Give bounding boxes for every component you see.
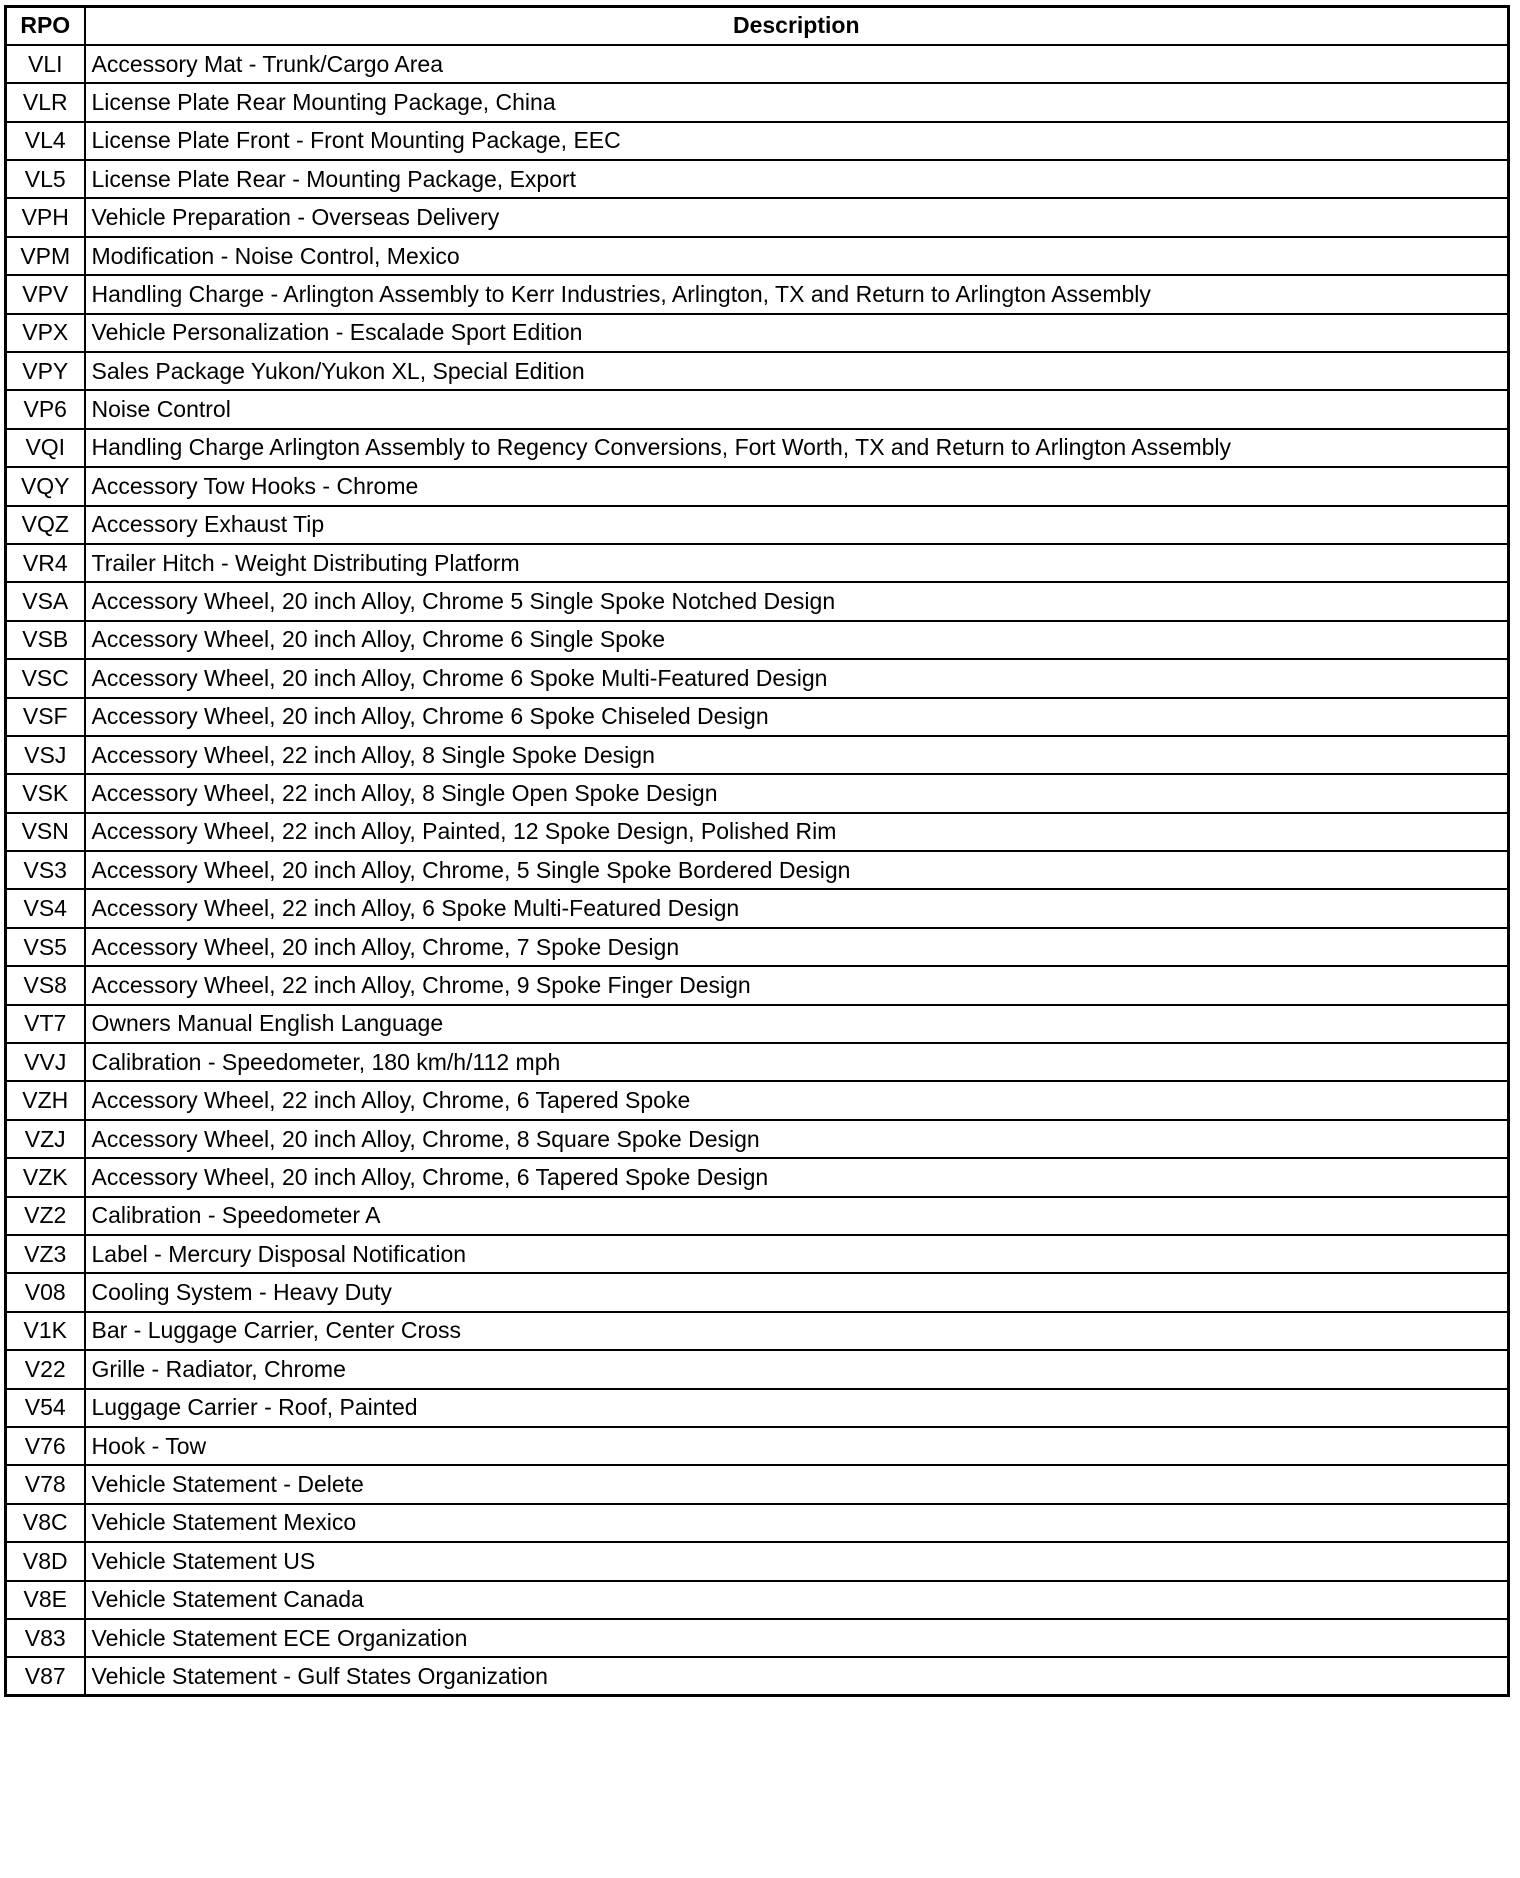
rpo-code-cell: VP6 — [6, 390, 85, 428]
table-row — [6, 314, 1509, 352]
rpo-code-cell: V83 — [6, 1619, 85, 1657]
rpo-code-cell: VS4 — [6, 889, 85, 927]
description-cell: Hook - Tow — [85, 1427, 1509, 1465]
description-cell: Vehicle Statement ECE Organization — [85, 1619, 1509, 1657]
table-row — [6, 582, 1509, 620]
rpo-code-cell: VL4 — [6, 122, 85, 160]
rpo-code-cell: V8C — [6, 1504, 85, 1542]
rpo-table — [4, 5, 1510, 1697]
description-cell: Owners Manual English Language — [85, 1005, 1509, 1043]
rpo-column-header: RPO — [6, 7, 85, 45]
description-cell: Sales Package Yukon/Yukon XL, Special Edition — [85, 352, 1509, 390]
table-header — [6, 7, 1509, 45]
table-row — [6, 1312, 1509, 1350]
description-cell: Handling Charge - Arlington Assembly to Kerr Industries, Arlington, TX and Return to Arlington Assembly — [85, 275, 1509, 313]
description-cell: Calibration - Speedometer A — [85, 1197, 1509, 1235]
description-cell: Accessory Wheel, 20 inch Alloy, Chrome 6 Spoke Chiseled Design — [85, 698, 1509, 736]
table-row — [6, 889, 1509, 927]
table-row — [6, 621, 1509, 659]
description-cell: License Plate Rear Mounting Package, China — [85, 83, 1509, 121]
rpo-code-cell: VS8 — [6, 966, 85, 1004]
table-row — [6, 45, 1509, 83]
table-row — [6, 813, 1509, 851]
description-cell: Bar - Luggage Carrier, Center Cross — [85, 1312, 1509, 1350]
description-cell: License Plate Front - Front Mounting Package, EEC — [85, 122, 1509, 160]
rpo-code-cell: V54 — [6, 1389, 85, 1427]
rpo-code-cell: VPX — [6, 314, 85, 352]
description-cell: Label - Mercury Disposal Notification — [85, 1235, 1509, 1273]
description-cell: Accessory Wheel, 20 inch Alloy, Chrome 6 Spoke Multi-Featured Design — [85, 659, 1509, 697]
rpo-code-cell: VZK — [6, 1158, 85, 1196]
description-cell: Trailer Hitch - Weight Distributing Platform — [85, 544, 1509, 582]
rpo-code-cell: VSJ — [6, 736, 85, 774]
rpo-code-cell: V1K — [6, 1312, 85, 1350]
table-row — [6, 659, 1509, 697]
rpo-code-cell: VPY — [6, 352, 85, 390]
description-cell: Accessory Wheel, 20 inch Alloy, Chrome, 5 Single Spoke Bordered Design — [85, 851, 1509, 889]
rpo-code-cell: VPM — [6, 237, 85, 275]
table-row — [6, 352, 1509, 390]
description-cell: Vehicle Statement Canada — [85, 1581, 1509, 1619]
table-row — [6, 966, 1509, 1004]
table-row — [6, 506, 1509, 544]
table-row — [6, 851, 1509, 889]
table-row — [6, 1005, 1509, 1043]
rpo-code-cell: VSN — [6, 813, 85, 851]
rpo-code-cell: VS3 — [6, 851, 85, 889]
description-cell: Vehicle Statement US — [85, 1542, 1509, 1580]
description-cell: Calibration - Speedometer, 180 km/h/112 mph — [85, 1043, 1509, 1081]
rpo-code-cell: VSA — [6, 582, 85, 620]
table-row — [6, 160, 1509, 198]
table-row — [6, 736, 1509, 774]
description-cell: Accessory Wheel, 20 inch Alloy, Chrome, 7 Spoke Design — [85, 928, 1509, 966]
description-cell: Luggage Carrier - Roof, Painted — [85, 1389, 1509, 1427]
description-cell: Vehicle Statement Mexico — [85, 1504, 1509, 1542]
description-cell: Accessory Wheel, 22 inch Alloy, 8 Single Open Spoke Design — [85, 774, 1509, 812]
rpo-code-cell: VZH — [6, 1081, 85, 1119]
rpo-code-cell: VLR — [6, 83, 85, 121]
rpo-code-cell: VQZ — [6, 506, 85, 544]
rpo-code-cell: VPH — [6, 198, 85, 236]
rpo-code-cell: VR4 — [6, 544, 85, 582]
rpo-code-cell: V87 — [6, 1657, 85, 1695]
description-cell: Accessory Wheel, 20 inch Alloy, Chrome 5 Single Spoke Notched Design — [85, 582, 1509, 620]
table-row — [6, 1619, 1509, 1657]
header-row — [6, 7, 1509, 45]
rpo-code-cell: VPV — [6, 275, 85, 313]
rpo-code-cell: VQI — [6, 429, 85, 467]
description-cell: Accessory Wheel, 22 inch Alloy, 8 Single Spoke Design — [85, 736, 1509, 774]
table-row — [6, 928, 1509, 966]
description-cell: Handling Charge Arlington Assembly to Regency Conversions, Fort Worth, TX and Return to Arlington Assembly — [85, 429, 1509, 467]
rpo-code-cell: VZ2 — [6, 1197, 85, 1235]
table-row — [6, 1120, 1509, 1158]
rpo-code-cell: VZ3 — [6, 1235, 85, 1273]
table-row — [6, 698, 1509, 736]
description-cell: Accessory Wheel, 22 inch Alloy, Painted, 12 Spoke Design, Polished Rim — [85, 813, 1509, 851]
table-row — [6, 83, 1509, 121]
description-cell: Accessory Wheel, 20 inch Alloy, Chrome, 8 Square Spoke Design — [85, 1120, 1509, 1158]
table-row — [6, 237, 1509, 275]
rpo-code-cell: V78 — [6, 1465, 85, 1503]
table-row — [6, 275, 1509, 313]
table-row — [6, 774, 1509, 812]
rpo-code-cell: VT7 — [6, 1005, 85, 1043]
table-row — [6, 1657, 1509, 1695]
description-cell: Accessory Wheel, 22 inch Alloy, Chrome, 6 Tapered Spoke — [85, 1081, 1509, 1119]
table-row — [6, 544, 1509, 582]
table-row — [6, 390, 1509, 428]
table-row — [6, 1389, 1509, 1427]
table-row — [6, 1542, 1509, 1580]
table-row — [6, 1273, 1509, 1311]
description-cell: Accessory Exhaust Tip — [85, 506, 1509, 544]
description-cell: Accessory Mat - Trunk/Cargo Area — [85, 45, 1509, 83]
rpo-code-cell: V8E — [6, 1581, 85, 1619]
rpo-code-cell: V08 — [6, 1273, 85, 1311]
description-cell: Accessory Wheel, 22 inch Alloy, Chrome, 9 Spoke Finger Design — [85, 966, 1509, 1004]
description-cell: Noise Control — [85, 390, 1509, 428]
rpo-code-cell: V76 — [6, 1427, 85, 1465]
table-row — [6, 198, 1509, 236]
rpo-code-cell: VS5 — [6, 928, 85, 966]
rpo-code-cell: VVJ — [6, 1043, 85, 1081]
table-row — [6, 1581, 1509, 1619]
rpo-code-cell: VQY — [6, 467, 85, 505]
rpo-code-cell: VSC — [6, 659, 85, 697]
rpo-code-cell: VZJ — [6, 1120, 85, 1158]
rpo-code-cell: VSF — [6, 698, 85, 736]
table-row — [6, 1043, 1509, 1081]
rpo-code-cell: V22 — [6, 1350, 85, 1388]
description-cell: Accessory Wheel, 20 inch Alloy, Chrome, 6 Tapered Spoke Design — [85, 1158, 1509, 1196]
table-row — [6, 429, 1509, 467]
table-body — [6, 45, 1509, 1696]
description-cell: Accessory Tow Hooks - Chrome — [85, 467, 1509, 505]
table-row — [6, 1235, 1509, 1273]
description-cell: Cooling System - Heavy Duty — [85, 1273, 1509, 1311]
table-row — [6, 1427, 1509, 1465]
table-row — [6, 1197, 1509, 1235]
table-row — [6, 1504, 1509, 1542]
rpo-code-cell: V8D — [6, 1542, 85, 1580]
description-cell: Vehicle Preparation - Overseas Delivery — [85, 198, 1509, 236]
description-cell: Vehicle Personalization - Escalade Sport Edition — [85, 314, 1509, 352]
description-cell: Vehicle Statement - Gulf States Organization — [85, 1657, 1509, 1695]
table-row — [6, 467, 1509, 505]
table-row — [6, 1465, 1509, 1503]
rpo-code-cell: VLI — [6, 45, 85, 83]
description-column-header: Description — [85, 7, 1509, 45]
description-cell: Modification - Noise Control, Mexico — [85, 237, 1509, 275]
rpo-code-cell: VL5 — [6, 160, 85, 198]
rpo-code-cell: VSB — [6, 621, 85, 659]
description-cell: License Plate Rear - Mounting Package, Export — [85, 160, 1509, 198]
description-cell: Accessory Wheel, 20 inch Alloy, Chrome 6 Single Spoke — [85, 621, 1509, 659]
description-cell: Accessory Wheel, 22 inch Alloy, 6 Spoke Multi-Featured Design — [85, 889, 1509, 927]
table-row — [6, 1158, 1509, 1196]
table-row — [6, 1081, 1509, 1119]
table-row — [6, 1350, 1509, 1388]
description-cell: Vehicle Statement - Delete — [85, 1465, 1509, 1503]
rpo-code-cell: VSK — [6, 774, 85, 812]
description-cell: Grille - Radiator, Chrome — [85, 1350, 1509, 1388]
table-row — [6, 122, 1509, 160]
